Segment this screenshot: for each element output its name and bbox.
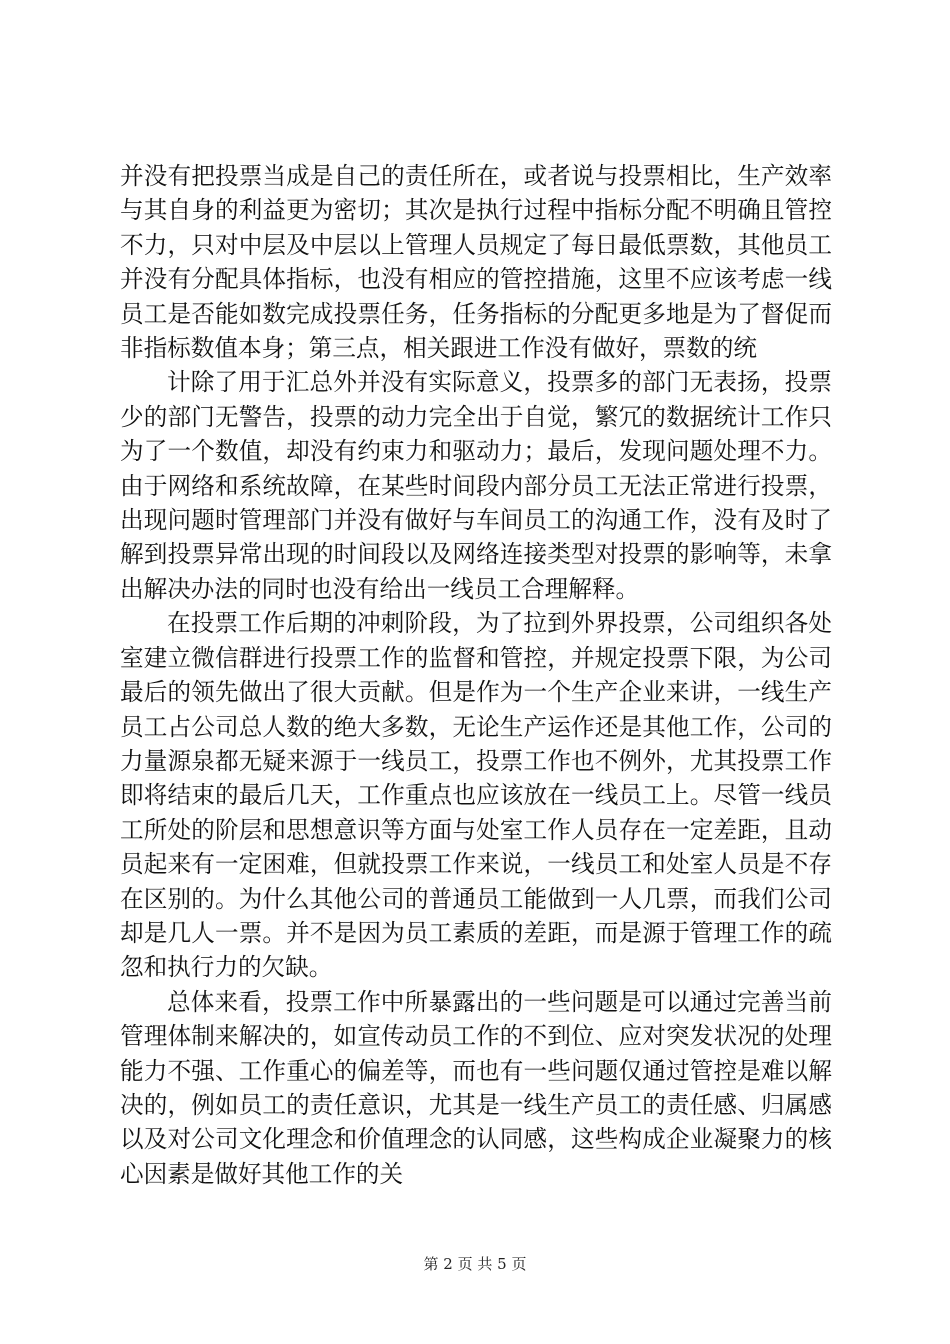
paragraph: 在投票工作后期的冲刺阶段，为了拉到外界投票，公司组织各处室建立微信群进行投票工作的监督和管控，并规定投票下限，为公司最后的领先做出了很大贡献。但是作为一个生产企业来讲，一线生产员工占公司总人数的绝大多数，无论生产运作还是其他工作，公司的力量源泉都无疑来源于一线员工，投票工作也不例外，尤其投票工作即将结束的最后几天，工作重点也应该放在一线员工上。尽管一线员工所处的阶层和思想意识等方面与处室工作人员存在一定差距，且动员起来有一定困难，但就投票工作来说，一线员工和处室人员是不存在区别的。为什么其他公司的普通员工能做到一人几票，而我们公司却是几人一票。并不是因为员工素质的差距，而是源于管理工作的疏忽和执行力的欠缺。 xyxy=(120,609,832,982)
paragraph-continuation: 并没有把投票当成是自己的责任所在，或者说与投票相比，生产效率与其自身的利益更为密切；其次是执行过程中指标分配不明确且管控不力，只对中层及中层以上管理人员规定了每日最低票数，其他员工并没有分配具体指标，也没有相应的管控措施，这里不应该考虑一线员工是否能如数完成投票任务，任务指标的分配更多地是为了督促而非指标数值本身；第三点，相关跟进工作没有做好，票数的统 xyxy=(120,162,832,363)
paragraph: 计除了用于汇总外并没有实际意义，投票多的部门无表扬，投票少的部门无警告，投票的动力完全出于自觉，繁冗的数据统计工作只为了一个数值，却没有约束力和驱动力；最后，发现问题处理不力。由于网络和系统故障，在某些时间段内部分员工无法正常进行投票，出现问题时管理部门并没有做好与车间员工的沟通工作，没有及时了解到投票异常出现的时间段以及网络连接类型对投票的影响等，未拿出解决办法的同时也没有给出一线员工合理解释。 xyxy=(120,368,832,603)
document-body xyxy=(120,159,832,1191)
paragraph: 总体来看，投票工作中所暴露出的一些问题是可以通过完善当前管理体制来解决的，如宣传动员工作的不到位、应对突发状况的处理能力不强、工作重心的偏差等，而也有一些问题仅通过管控是难以解决的，例如员工的责任意识，尤其是一线生产员工的责任感、归属感以及对公司文化理念和价值理念的认同感，这些构成企业凝聚力的核心因素是做好其他工作的关 xyxy=(120,987,832,1188)
page-number-footer: 第 2 页 共 5 页 xyxy=(423,1255,527,1273)
